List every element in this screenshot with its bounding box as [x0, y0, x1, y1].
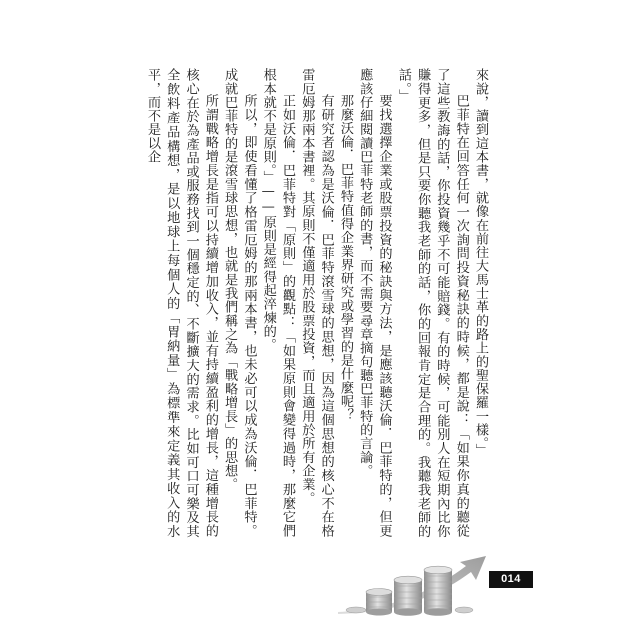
paragraph-7: 所以，即使看懂了格雷厄姆的那兩本書，也未必可以成為沃倫．巴菲特。成就巴菲特的是滾雪球思想，也就是我們稱之為「戰略增長」的思想。 [222, 68, 257, 538]
paragraph-5: 有研究者認為是沃倫．巴菲特滾雪球的思想，因為這個思想的核心不在格雷厄姆那兩本書裡。其原則不僅適用於股票投資，而且適用於所有企業。 [299, 68, 334, 538]
paragraph-3: 要找選擇企業或股票投資的秘訣與方法，是應該聽沃倫．巴菲特的，但更應該仔細閱讀巴菲特老師的書，而不需要尋章摘句聽巴菲特的言論。 [357, 68, 392, 538]
paragraph-1: 來說，讀到這本書，就像在前往大馬士革的路上的聖保羅一樣。」 [473, 68, 488, 458]
paragraph-6: 正如沃倫．巴菲特對「原則」的觀點：「如果原則會變得過時，那麼它們根本就不是原則。」——原則是經得起淬煉的。 [260, 68, 296, 538]
vertical-text-block [144, 68, 490, 538]
page-number: 014 [489, 571, 533, 588]
paragraph-8: 所謂戰略增長是指可以持續增加收入，並有持續盈利的增長，這種增長的核心在於為產品或服務找到一個穩定的、不斷擴大的需求。比如可口可樂及其全飲料產品構想，是以地球上每個人的「胃納量」為標準來定義其收入的水平，而不是以企 [144, 68, 218, 538]
paragraph-4: 那麼沃倫．巴菲特值得企業界研究或學習的是什麼呢？ [337, 94, 353, 422]
coin-stack-with-arrow-icon [336, 552, 496, 614]
paragraph-2: 巴菲特在回答任何一次詢問投資秘訣的時候，都是說：「如果你真的聽從了這些教誨的話，你投資幾乎不可能賠錢。有的時候，可能別人在短期內比你賺得更多，但是只要你聽我老師的話，你的回報肯定是合理的。我聽我老師的話。」 [395, 68, 469, 538]
